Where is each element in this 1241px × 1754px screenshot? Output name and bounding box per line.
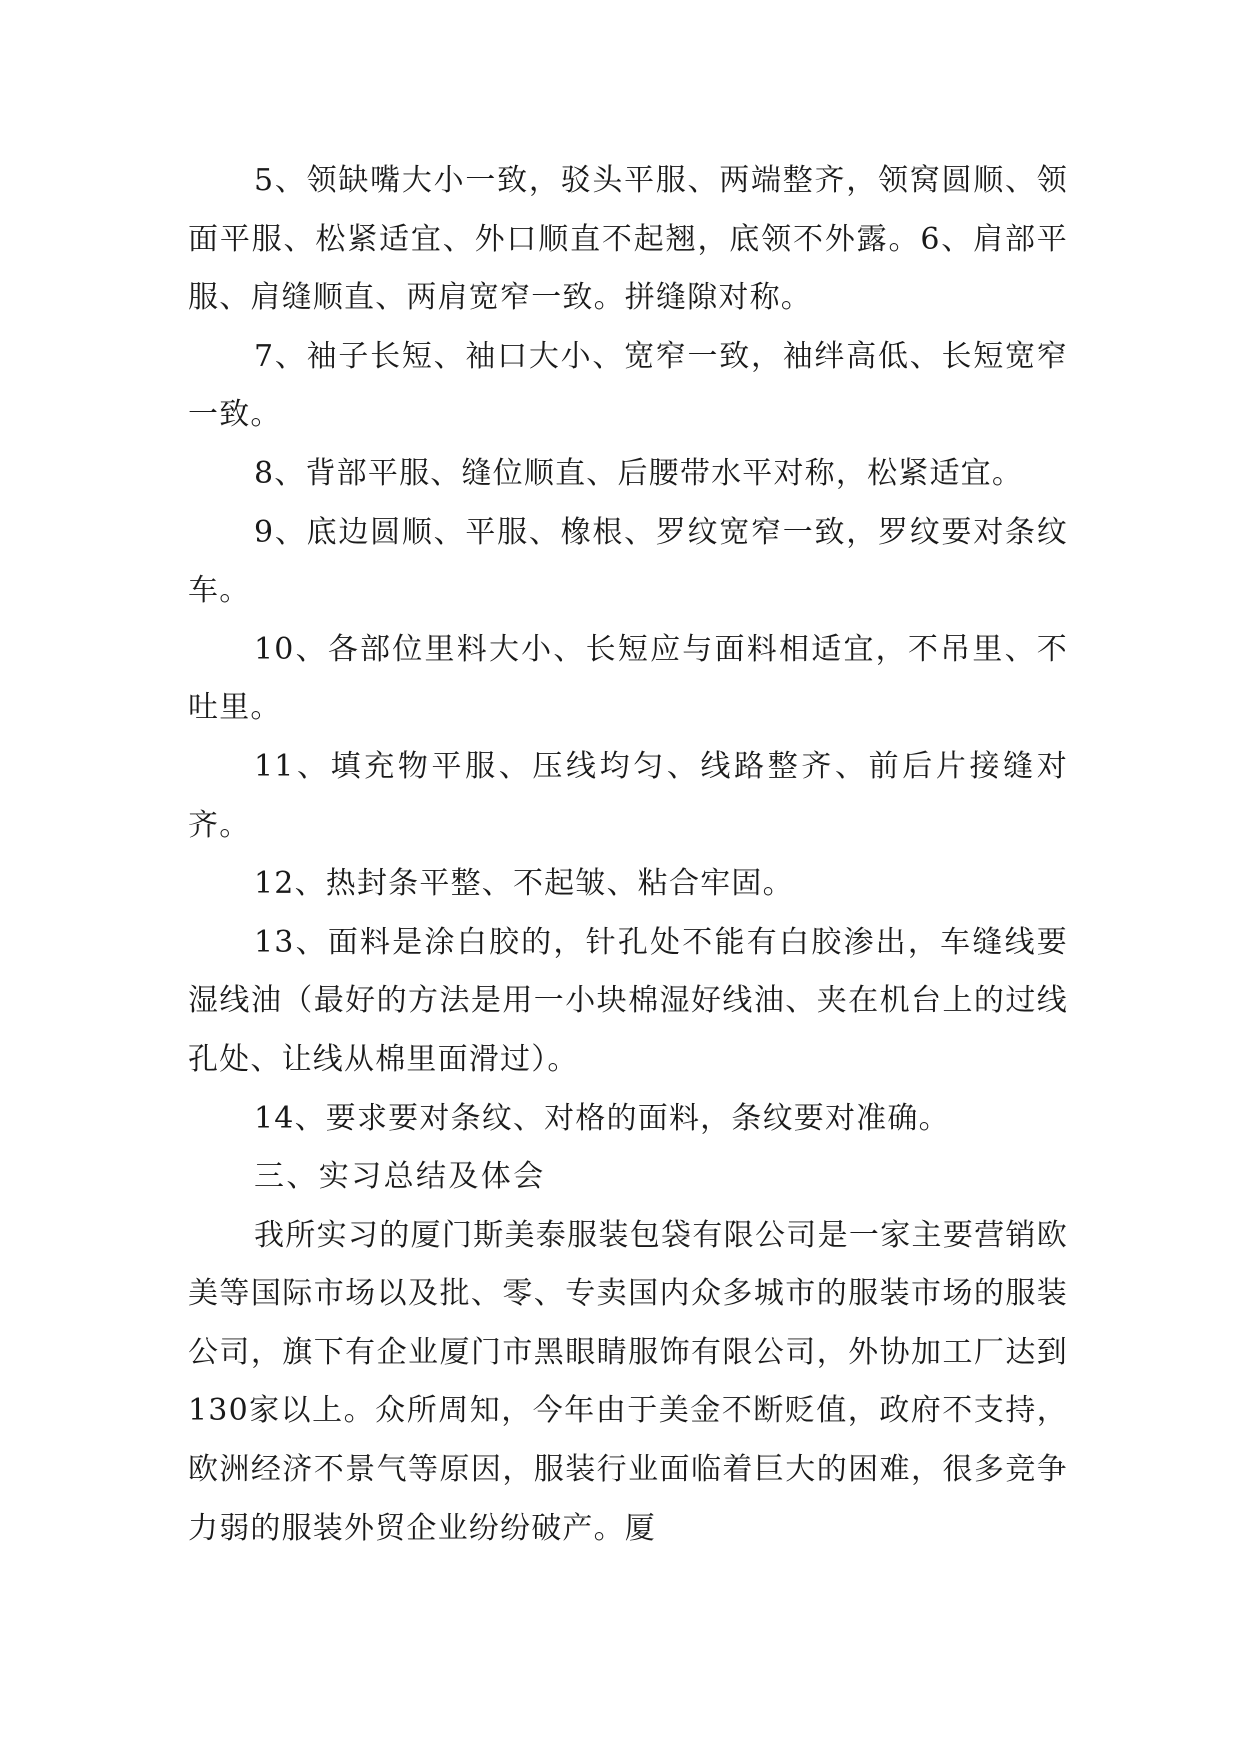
paragraph-padding: 11、填充物平服、压线均匀、线路整齐、前后片接缝对齐。	[188, 748, 1068, 843]
paragraph-collar-shoulder: 5、领缺嘴大小一致，驳头平服、两端整齐，领窝圆顺、领面平服、松紧适宜、外口顺直不起翘，底领不外露。6、肩部平服、肩缝顺直、两肩宽窄一致。拼缝隙对称。	[188, 163, 1068, 316]
paragraph-stripes: 14、要求要对条纹、对格的面料，条纹要对准确。	[254, 1100, 950, 1136]
paragraph-hem: 9、底边圆顺、平服、橡根、罗纹宽窄一致，罗纹要对条纹车。	[188, 514, 1068, 609]
paragraph-back: 8、背部平服、缝位顺直、后腰带水平对称，松紧适宜。	[254, 455, 1024, 491]
paragraph-sleeves: 7、袖子长短、袖口大小、宽窄一致，袖绊高低、长短宽窄一致。	[188, 338, 1068, 433]
paragraph-summary: 我所实习的厦门斯美泰服装包袋有限公司是一家主要营销欧美等国际市场以及批、零、专卖国内众多城市的服装市场的服装公司，旗下有企业厦门市黑眼睛服饰有限公司，外协加工厂达到130家以上。众所周知，今年由于美金不断贬值，政府不支持，欧洲经济不景气等原因，服装行业面临着巨大的困难，很多竞争力弱的服装外贸企业纷纷破产。厦	[188, 1217, 1068, 1546]
paragraph-lining: 10、各部位里料大小、长短应与面料相适宜，不吊里、不吐里。	[188, 631, 1068, 726]
document-body	[188, 152, 1068, 1558]
paragraph-fabric-glue: 13、面料是涂白胶的，针孔处不能有白胶渗出，车缝线要湿线油（最好的方法是用一小块棉湿好线油、夹在机台上的过线孔处、让线从棉里面滑过）。	[188, 924, 1068, 1077]
section-heading: 三、实习总结及体会	[254, 1159, 546, 1195]
paragraph-heat-seal: 12、热封条平整、不起皱、粘合牢固。	[254, 866, 794, 902]
